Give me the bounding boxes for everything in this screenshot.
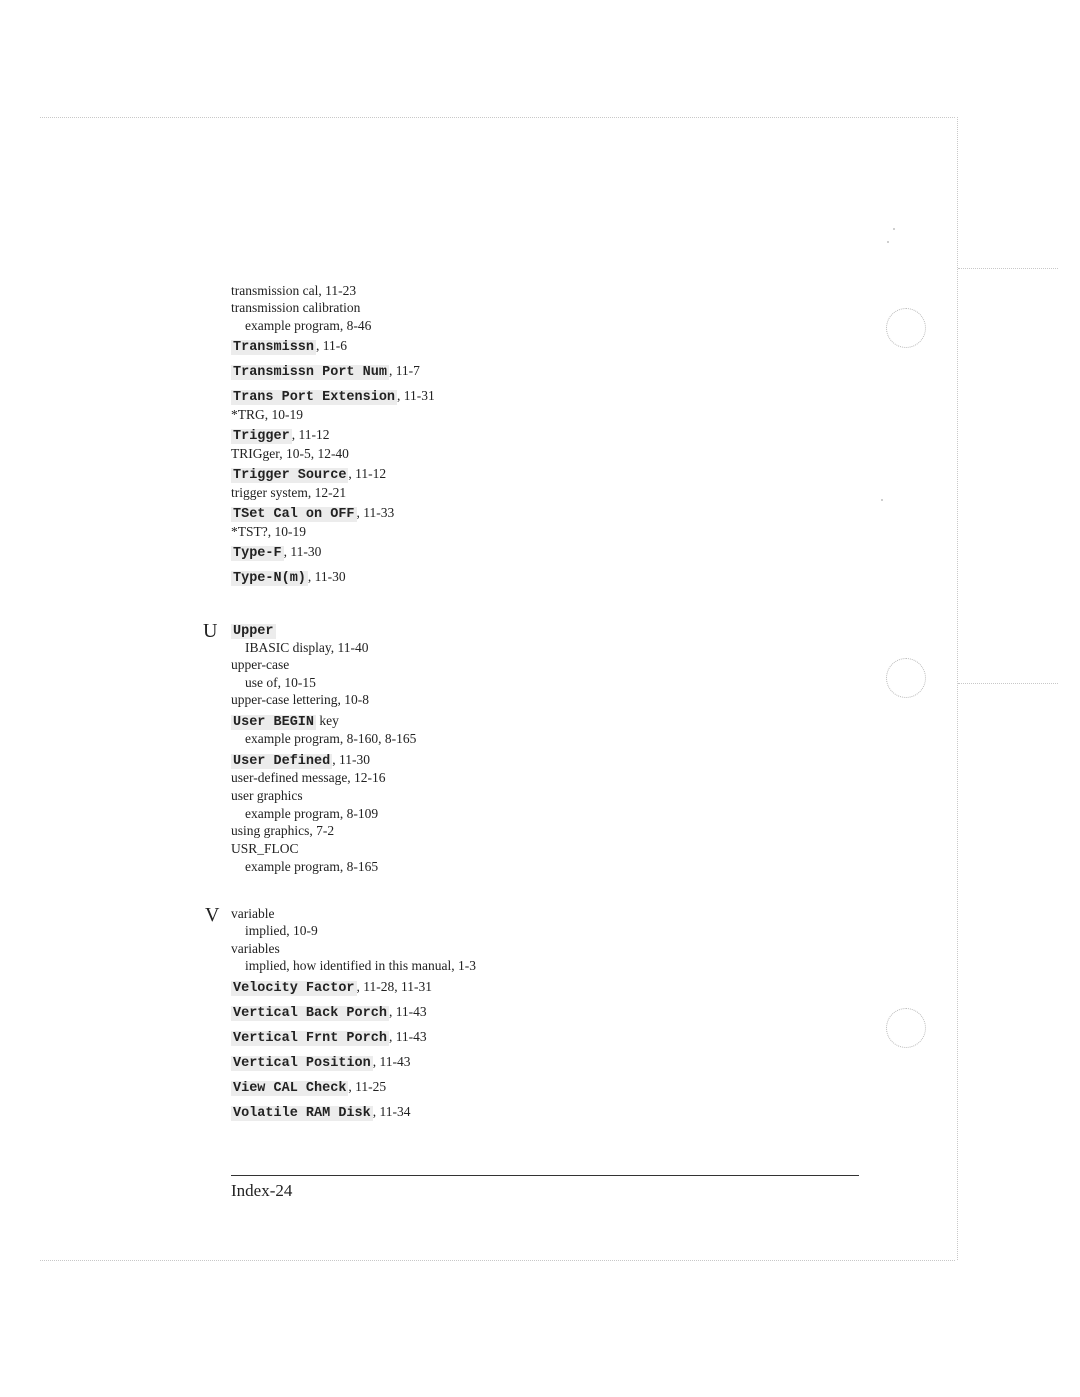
index-entry-command: User BEGIN key — [233, 713, 339, 730]
section-letter-v: V — [205, 904, 220, 926]
index-entry: user graphics — [231, 788, 303, 803]
index-entry: upper-case lettering, 10-8 — [231, 692, 370, 707]
index-entry-command: Transmissn , 11-6 — [233, 338, 348, 355]
index-entry: transmission calibration — [231, 300, 361, 315]
index-entry-command: Velocity Factor , 11-28, 11-31 — [233, 979, 433, 996]
index-subentry: implied, 10-9 — [245, 923, 318, 938]
softkey-label: Trans Port Extension — [233, 390, 396, 405]
index-entry-command: Type-F , 11-30 — [233, 544, 322, 561]
index-entry-command: Trigger Source , 11-12 — [233, 466, 387, 483]
index-entry-command — [231, 622, 276, 640]
softkey-label: Transmissn — [233, 340, 315, 355]
softkey-label: Vertical Frnt Porch — [233, 1031, 387, 1046]
index-entry-command: Transmissn Port Num , 11-7 — [233, 363, 420, 380]
index-entry: variables — [231, 941, 280, 956]
index-entry: USR_FLOC — [231, 841, 299, 856]
softkey-label: View CAL Check — [233, 1081, 347, 1096]
index-entry-command: Volatile RAM Disk , 11-34 — [233, 1104, 411, 1121]
index-subentry: implied, how identified in this manual, 1-3 — [245, 958, 476, 973]
index-entry: upper-case — [231, 657, 290, 672]
scan-speck — [881, 499, 883, 501]
index-entry-command: Trans Port Extension , 11-31 — [233, 388, 435, 405]
bottom-scan-edge — [40, 1260, 955, 1261]
index-entry: TRIGger, 10-5, 12-40 — [231, 446, 349, 461]
index-subentry: example program, 8-46 — [245, 318, 372, 333]
softkey-label: Trigger — [233, 429, 290, 444]
index-entry-command: Vertical Position , 11-43 — [233, 1054, 411, 1071]
index-entry: transmission cal, 11-23 — [231, 283, 357, 298]
softkey-label: Transmissn Port Num — [233, 365, 387, 380]
index-subentry: use of, 10-15 — [245, 675, 316, 690]
softkey-label: Vertical Position — [233, 1056, 371, 1071]
index-subentry: IBASIC display, 11-40 — [245, 640, 369, 655]
index-subentry: example program, 8-165 — [245, 859, 379, 874]
softkey-label: TSet Cal on OFF — [233, 507, 355, 522]
right-tab-line-top — [958, 268, 1058, 269]
softkey-label: User BEGIN — [233, 715, 315, 730]
index-entry-command: Type-N(m) , 11-30 — [233, 569, 346, 586]
index-entry: *TRG, 10-19 — [231, 407, 303, 422]
softkey-label: User Defined — [233, 754, 331, 769]
scan-speck — [893, 228, 895, 230]
index-subentry: example program, 8-109 — [245, 806, 379, 821]
right-scan-edge — [957, 117, 958, 1260]
punch-hole-middle — [886, 658, 926, 698]
index-entry: variable — [231, 906, 275, 921]
softkey-label: Volatile RAM Disk — [233, 1106, 371, 1121]
index-entry-command: TSet Cal on OFF , 11-33 — [233, 505, 395, 522]
index-entry: *TST?, 10-19 — [231, 524, 306, 539]
index-entry: trigger system, 12-21 — [231, 485, 347, 500]
punch-hole-bottom — [886, 1008, 926, 1048]
right-tab-line-mid — [958, 683, 1058, 684]
index-entry-command: Trigger , 11-12 — [233, 427, 330, 444]
index-subentry: example program, 8-160, 8-165 — [245, 731, 417, 746]
softkey-label: Velocity Factor — [233, 981, 355, 996]
punch-hole-top — [886, 308, 926, 348]
footer-rule — [231, 1175, 859, 1176]
scan-speck — [887, 241, 889, 243]
top-scan-edge — [40, 117, 955, 118]
softkey-label: Upper — [233, 624, 274, 639]
index-entry: using graphics, 7-2 — [231, 823, 335, 838]
index-entry-command: Vertical Frnt Porch , 11-43 — [233, 1029, 427, 1046]
softkey-label: Type-N(m) — [233, 571, 306, 586]
index-entry-command: Vertical Back Porch , 11-43 — [233, 1004, 427, 1021]
section-letter-u: U — [203, 620, 218, 642]
softkey-label: Trigger Source — [233, 468, 347, 483]
index-entry-command: User Defined , 11-30 — [233, 752, 370, 769]
index-entry-command: View CAL Check , 11-25 — [233, 1079, 387, 1096]
softkey-label: Vertical Back Porch — [233, 1006, 387, 1021]
index-entry: user-defined message, 12-16 — [231, 770, 386, 785]
page-number: Index-24 — [231, 1181, 293, 1200]
softkey-label: Type-F — [233, 546, 282, 561]
